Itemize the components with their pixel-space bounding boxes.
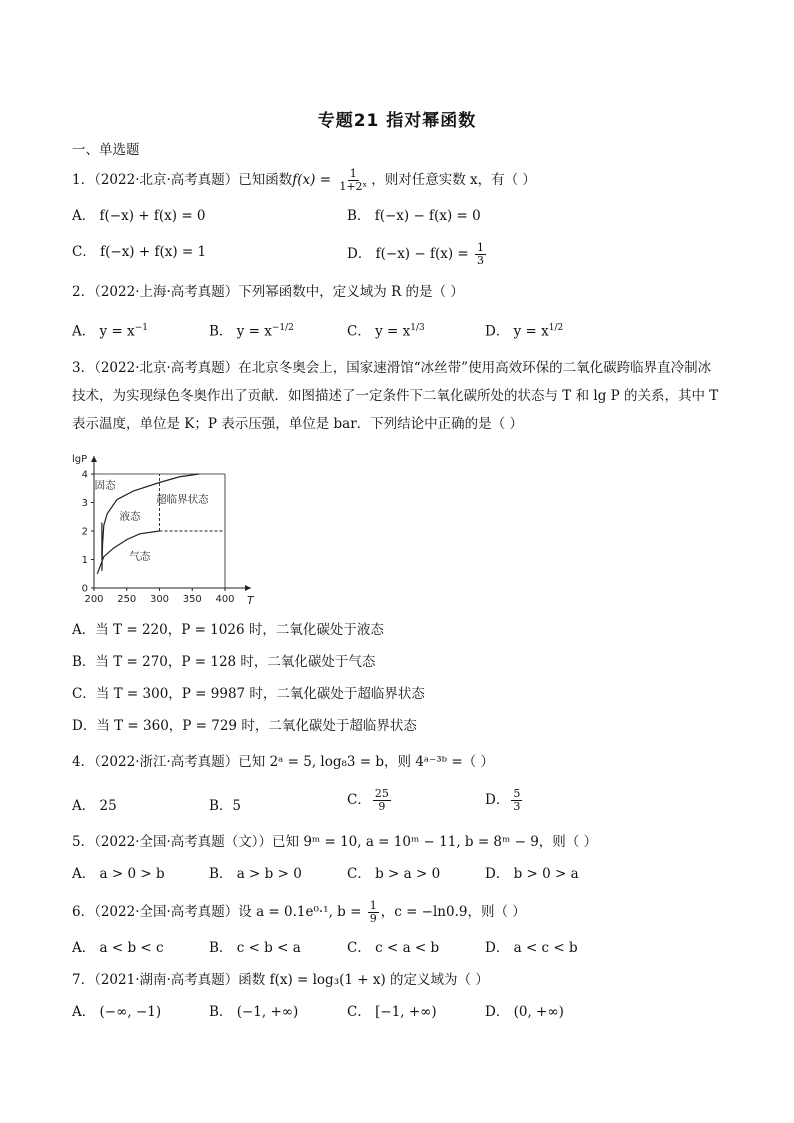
- page-title: 专题21 指对幂函数: [317, 111, 477, 131]
- q4-opt-c-den: 9: [378, 800, 386, 813]
- q7-option-d: D． (0, +∞): [485, 1004, 564, 1020]
- question-3-line-2: 技术，为实现绿色冬奥作出了贡献．如图描述了一定条件下二氧化碳所处的状态与 T 和 lg P 的关系，其中 T: [72, 388, 719, 404]
- q6-option-b: B． c < b < a: [209, 940, 301, 956]
- q1-stem-a: 1．（2022·北京·高考真题）已知函数: [72, 172, 293, 188]
- q1-option-d: [347, 242, 488, 267]
- question-1-stem: [72, 168, 536, 193]
- q4-option-b: B．5: [209, 798, 242, 814]
- q1-fraction: [337, 168, 369, 193]
- q1-option-c: C． f(−x) + f(x) = 1: [72, 244, 207, 260]
- q1-frac-den: 1+2ˣ: [339, 180, 368, 193]
- q2-option-b: [209, 318, 294, 342]
- y-tick-label: 1: [81, 555, 88, 566]
- q3-option-a: A．当 T = 220，P = 1026 时，二氧化碳处于液态: [72, 622, 384, 638]
- q2-option-d: [485, 318, 563, 342]
- q1-frac-num: 1: [349, 167, 357, 180]
- q6-stem-a: 6．（2022·全国·高考真题）设 a = 0.1e⁰·¹, b =: [72, 904, 366, 920]
- q5-option-c: C． b > a > 0: [347, 866, 441, 882]
- x-tick-label: 350: [182, 594, 202, 605]
- q4-option-d: [485, 788, 524, 813]
- y-axis-arrow: [91, 456, 97, 462]
- q6-frac-num: 1: [369, 899, 377, 912]
- q4-opt-d-num: 5: [513, 787, 521, 800]
- y-tick-label: 2: [81, 526, 88, 538]
- q3-option-d: D．当 T = 360，P = 729 时，二氧化碳处于超临界状态: [72, 718, 417, 734]
- y-tick-label: 0: [81, 583, 88, 595]
- q7-option-c: C． [−1, +∞): [347, 1004, 437, 1020]
- q4-opt-d-den: 3: [513, 800, 521, 813]
- question-3-line-1: 3．（2022·北京·高考真题）在北京冬奥会上，国家速滑馆“冰丝带”使用高效环保的二氧化碳跨临界直冷制冰: [72, 360, 712, 376]
- q2-opt-a-exp: −1: [134, 323, 148, 333]
- q3-option-c: C．当 T = 300，P = 9987 时，二氧化碳处于超临界状态: [72, 686, 425, 702]
- question-4-stem: 4．（2022·浙江·高考真题）已知 2ᵃ = 5, log₈3 = b，则 4ᵃ⁻³ᵇ =（ ）: [72, 754, 494, 770]
- q4-opt-c-fraction: [373, 788, 391, 813]
- q6-fraction: [368, 900, 379, 925]
- question-6-stem: [72, 900, 526, 925]
- q1-option-d-fraction: [475, 242, 486, 267]
- y-tick-label: 3: [81, 498, 88, 509]
- question-3-line-3: 表示温度，单位是 K；P 表示压强，单位是 bar．下列结论中正确的是（ ）: [72, 416, 523, 432]
- q4-option-a: A． 25: [72, 798, 117, 814]
- q1-option-d-text: D． f(−x) − f(x) =: [347, 246, 474, 262]
- q4-opt-d-pre: D．: [485, 792, 510, 808]
- q4-opt-c-num: 25: [374, 787, 389, 800]
- q1-opt-d-num: 1: [477, 241, 485, 254]
- q2-option-a: [72, 318, 148, 342]
- region-label: 固态: [94, 479, 116, 492]
- y-axis-label: lgP: [72, 454, 88, 465]
- q6-option-d: D． a < c < b: [485, 940, 578, 956]
- region-label: 液态: [119, 510, 141, 523]
- q2-opt-b-base: B． y = x: [209, 323, 272, 340]
- x-tick-label: 250: [117, 594, 137, 605]
- q4-option-c: [347, 788, 393, 813]
- q1-fx: f(x) =: [292, 172, 336, 188]
- q4-opt-d-fraction: [511, 788, 522, 813]
- q1-option-b: B． f(−x) − f(x) = 0: [347, 208, 481, 224]
- question-2-stem: 2．（2022·上海·高考真题）下列幂函数中，定义域为 R 的是（ ）: [72, 284, 464, 300]
- q2-opt-b-exp: −1/2: [271, 323, 294, 333]
- q6-option-a: A． a < b < c: [72, 940, 164, 956]
- q4-opt-c-pre: C．: [347, 792, 371, 808]
- section-heading: 一、单选题: [72, 142, 140, 158]
- x-axis-label: T: [247, 594, 254, 607]
- q1-stem-b: ，则对任意实数 x，有（ ）: [371, 172, 536, 188]
- phase-diagram-chart: [70, 452, 260, 612]
- q5-option-b: B． a > b > 0: [209, 866, 302, 882]
- q2-opt-c-base: C． y = x: [347, 323, 411, 340]
- q2-opt-a-base: A． y = x: [72, 323, 135, 340]
- question-7-stem: 7．（2021·湖南·高考真题）函数 f(x) = log₃(1 + x) 的定义域为（ ）: [72, 972, 489, 988]
- question-5-stem: 5．（2022·全国·高考真题（文））已知 9ᵐ = 10, a = 10ᵐ − 11, b = 8ᵐ − 9，则（ ）: [72, 834, 598, 850]
- q6-frac-den: 9: [369, 912, 377, 925]
- q2-opt-d-exp: 1/2: [548, 323, 564, 333]
- q5-option-a: A． a > 0 > b: [72, 866, 165, 882]
- region-label: 气态: [129, 550, 151, 563]
- region-label: 超临界状态: [156, 493, 209, 506]
- q7-option-b: B． (−1, +∞): [209, 1004, 299, 1020]
- q2-opt-d-base: D． y = x: [485, 323, 549, 340]
- q1-option-a: A． f(−x) + f(x) = 0: [72, 208, 206, 224]
- q6-option-c: C． c < a < b: [347, 940, 440, 956]
- y-tick-label: 4: [81, 469, 88, 481]
- q2-option-c: [347, 318, 425, 342]
- q7-option-a: A． (−∞, −1): [72, 1004, 162, 1020]
- q5-option-d: D． b > 0 > a: [485, 866, 579, 882]
- q3-option-b: B．当 T = 270，P = 128 时，二氧化碳处于气态: [72, 654, 376, 670]
- q1-opt-d-den: 3: [477, 254, 485, 267]
- q2-opt-c-exp: 1/3: [410, 323, 425, 333]
- x-axis-arrow: [245, 585, 251, 591]
- x-tick-label: 200: [84, 594, 104, 605]
- x-tick-label: 300: [149, 594, 170, 605]
- x-tick-label: 400: [215, 594, 235, 605]
- q6-stem-b: ，c = −ln0.9，则（ ）: [380, 904, 526, 920]
